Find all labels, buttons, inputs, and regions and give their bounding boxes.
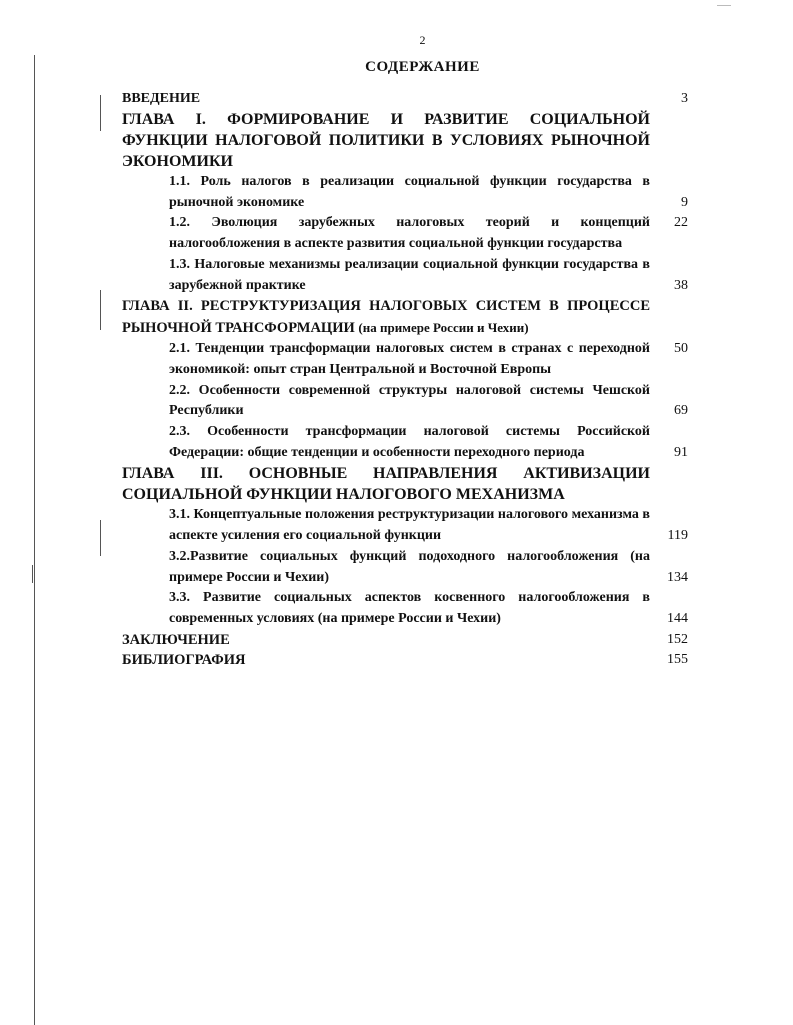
toc-page-number: 152 [667,631,688,647]
toc-section-label: 3.2.Развитие социальных функций подоходного налогообложения (на примере России и Чехии) [169,548,650,585]
toc-section-label: 3.1. Концептуальные положения реструктуризации налогового механизма в аспекте усиления его социальной функции [169,507,650,544]
toc-chapter-2[interactable] [122,296,692,339]
toc-page-number: 38 [674,277,688,293]
toc-section-1-1[interactable] [122,172,692,213]
scan-edge-line [34,55,35,1025]
page-title: СОДЕРЖАНИЕ [365,59,480,75]
toc-chapter-title: ГЛАВА II. РЕСТРУКТУРИЗАЦИЯ НАЛОГОВЫХ СИСТЕМ В ПРОЦЕССЕ РЫНОЧНОЙ ТРАНСФОРМАЦИИ [122,298,650,337]
scan-edge-line [100,520,101,556]
toc-page-number: 9 [681,194,688,210]
toc-page-number: 119 [667,528,688,544]
toc-section-label: 1.1. Роль налогов в реализации социальной функции государства в рыночной экономике [169,174,650,210]
toc-chapter-1[interactable] [122,109,692,172]
toc-page-number: 3 [681,91,688,106]
toc-chapter-note: (на примере России и Чехии) [358,320,529,336]
toc-chapter-label [122,296,692,339]
toc-section-1-2[interactable] [122,213,692,254]
toc-chapter-label: ГЛАВА III. ОСНОВНЫЕ НАПРАВЛЕНИЯ АКТИВИЗАЦИИ СОЦИАЛЬНОЙ ФУНКЦИИ НАЛОГОВОГО МЕХАНИЗМА [122,465,650,504]
table-of-contents [122,88,692,671]
toc-section-1-3[interactable] [122,255,692,296]
scan-edge-line [32,565,33,583]
toc-page-number: 69 [674,403,688,419]
toc-entry-conclusion[interactable] [122,630,692,651]
toc-section-2-3[interactable] [122,422,692,463]
toc-page-number: 50 [674,341,688,357]
page-number: 2 [419,33,426,47]
toc-page-number: 91 [674,444,688,460]
toc-section-3-3[interactable] [122,588,692,629]
scan-edge-line [100,95,101,131]
toc-section-label: 2.3. Особенности трансформации налоговой системы Российской Федерации: общие тенденции и особенности переходного периода [169,424,650,460]
toc-page-number: 155 [667,652,688,668]
toc-section-label: 2.2. Особенности современной структуры налоговой системы Чешской Республики [169,382,650,419]
toc-page-number: 144 [667,610,688,626]
toc-section-2-1[interactable] [122,339,692,380]
toc-chapter-3[interactable] [122,463,692,505]
toc-section-label: 1.3. Налоговые механизмы реализации социальной функции государства в зарубежной практике [169,256,650,293]
toc-page-number: 134 [667,569,688,585]
toc-section-label: 1.2. Эволюция зарубежных налоговых теорий и концепций налогообложения в аспекте развития социальной функции государства [169,215,650,252]
toc-entry-bibliography[interactable] [122,650,692,671]
toc-section-3-2[interactable] [122,547,692,588]
toc-chapter-label: ГЛАВА I. ФОРМИРОВАНИЕ И РАЗВИТИЕ СОЦИАЛЬНОЙ ФУНКЦИИ НАЛОГОВОЙ ПОЛИТИКИ В УСЛОВИЯХ РЫНОЧНОЙ ЭКОНОМИКИ [122,111,650,170]
toc-section-label: 2.1. Тенденции трансформации налоговых систем в странах с переходной экономикой: опыт стран Центральной и Восточной Европы [169,341,650,377]
scan-edge-line [100,290,101,330]
toc-entry-label: ЗАКЛЮЧЕНИЕ [122,631,230,648]
toc-page-number: 22 [674,215,688,231]
toc-entry-label: ВВЕДЕНИЕ [122,91,201,106]
scan-edge-line [717,5,731,6]
toc-entry-label: БИБЛИОГРАФИЯ [122,652,246,669]
toc-section-label: 3.3. Развитие социальных аспектов косвенного налогообложения в современных условиях (на примере России и Чехии) [169,590,650,626]
toc-entry-intro[interactable] [122,88,692,109]
toc-section-3-1[interactable] [122,505,692,546]
toc-section-2-2[interactable] [122,381,692,422]
